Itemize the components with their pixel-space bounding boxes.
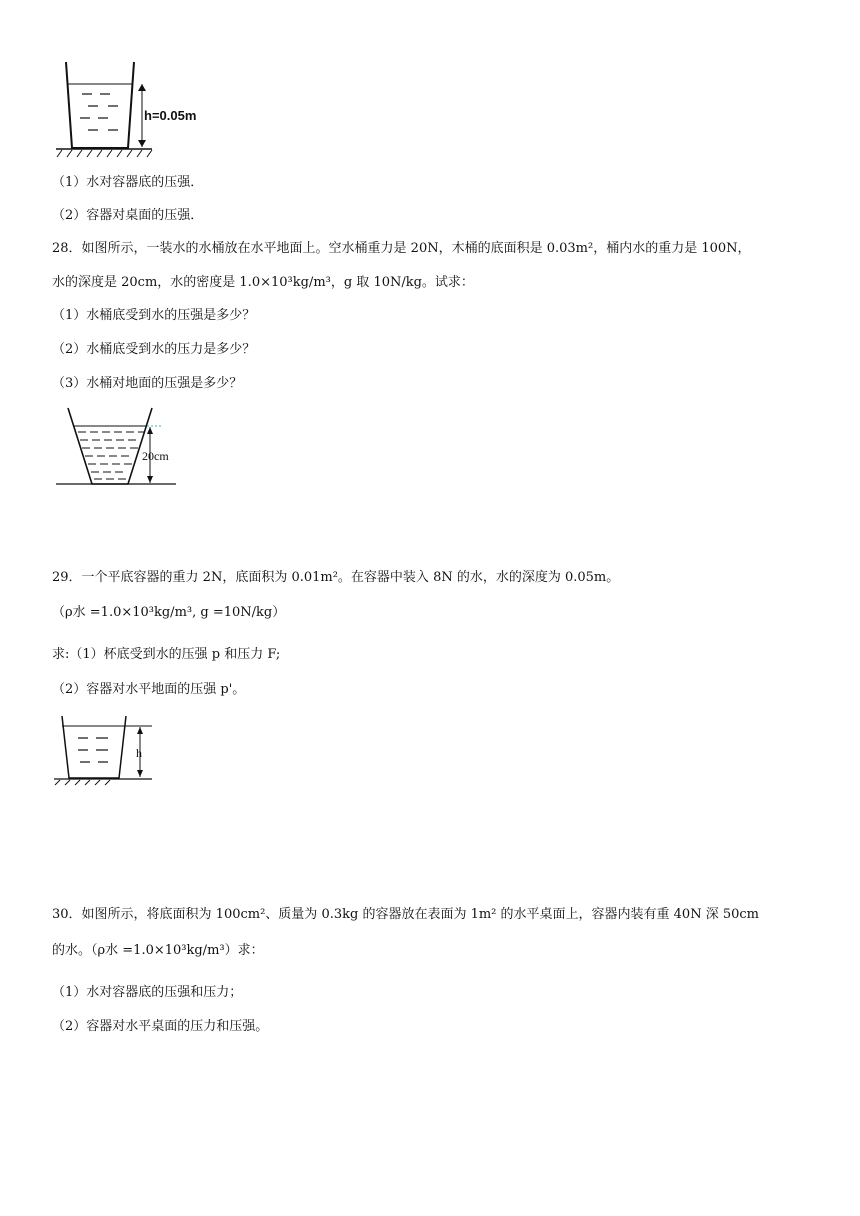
- q29-sub2: （2）容器对水平地面的压强 p'。: [52, 682, 246, 697]
- figure-label-h: h: [136, 746, 142, 760]
- figure-label-h: h=0.05m: [144, 108, 197, 123]
- container-figure-q27: [52, 58, 202, 158]
- bucket-figure-q28: [52, 404, 192, 490]
- q28-sub3: （3）水桶对地面的压强是多少？: [52, 376, 243, 391]
- q29-line1: 29．一个平底容器的重力 2N，底面积为 0.01m²。在容器中装入 8N 的水，水的深度为 0.05m。: [52, 570, 620, 585]
- q30-sub1: （1）水对容器底的压强和压力；: [52, 985, 243, 1000]
- q28-line1: 28．如图所示，一装水的水桶放在水平地面上。空水桶重力是 20N，木桶的底面积是 0.03m²，桶内水的重力是 100N，: [52, 241, 751, 256]
- q28-line2: 水的深度是 20cm，水的密度是 1.0×10³kg/m³，g 取 10N/kg。试求：: [52, 275, 474, 290]
- q30-sub2: （2）容器对水平桌面的压力和压强。: [52, 1019, 269, 1034]
- q28-sub1: （1）水桶底受到水的压强是多少？: [52, 308, 256, 323]
- container-figure-q29: [52, 714, 162, 786]
- q29-sub1: 求:（1）杯底受到水的压强 p 和压力 F;: [52, 647, 281, 662]
- q30-line2: 的水。（ρ水 =1.0×10³kg/m³）求：: [52, 943, 264, 958]
- q30-line1: 30．如图所示，将底面积为 100cm²、质量为 0.3kg 的容器放在表面为 1m² 的水平桌面上，容器内装有重 40N 深 50cm: [52, 907, 759, 922]
- figure-label-depth: 20cm: [142, 449, 169, 463]
- q28-sub2: （2）水桶底受到水的压力是多少？: [52, 342, 256, 357]
- q27-sub1: （1）水对容器底的压强．: [52, 175, 204, 190]
- q27-sub2: （2）容器对桌面的压强．: [52, 208, 204, 223]
- q29-line2: （ρ水 =1.0×10³kg/m³, g =10N/kg）: [52, 605, 286, 620]
